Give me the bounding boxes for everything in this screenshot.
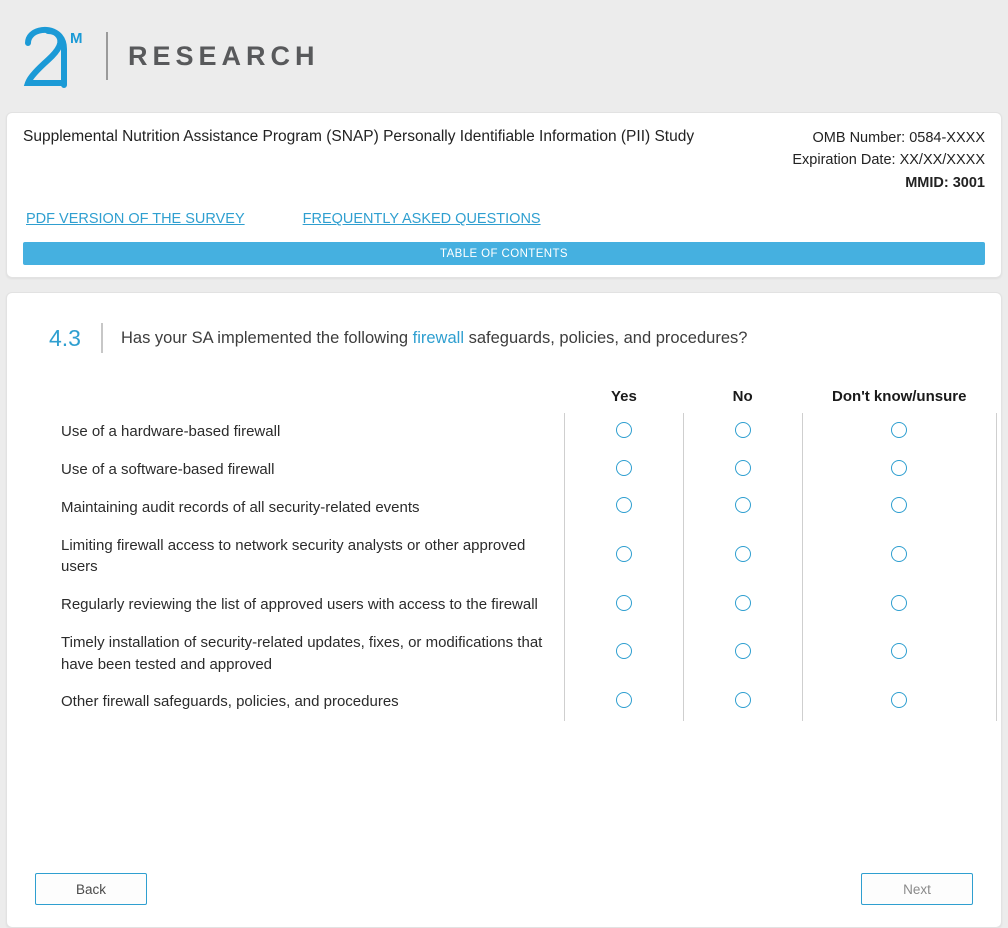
matrix-row-label: Regularly reviewing the list of approved users with access to the firewall (61, 596, 538, 614)
table-of-contents-button[interactable]: TABLE OF CONTENTS (23, 242, 985, 265)
question-text-after: safeguards, policies, and procedures? (464, 328, 748, 347)
matrix-row-label: Use of a software-based firewall (61, 461, 275, 479)
matrix-cell-dont-know[interactable] (802, 586, 997, 624)
matrix-cell-no[interactable] (683, 683, 802, 721)
radio-yes[interactable] (616, 422, 632, 438)
matrix-cell-yes[interactable] (565, 451, 684, 489)
matrix-cell-yes[interactable] (565, 489, 684, 527)
study-title: Supplemental Nutrition Assistance Program (SNAP) Personally Identifiable Information (PII) Study (23, 128, 695, 145)
table-row (61, 683, 997, 721)
matrix-cell-yes[interactable] (565, 586, 684, 624)
question-header (35, 323, 973, 353)
matrix-statement-header (61, 387, 565, 413)
radio-no[interactable] (735, 595, 751, 611)
matrix-cell-dont-know[interactable] (802, 413, 997, 451)
radio-yes[interactable] (616, 546, 632, 562)
matrix-cell-yes[interactable] (565, 683, 684, 721)
matrix-cell-no[interactable] (683, 586, 802, 624)
table-row (61, 586, 997, 624)
matrix-cell-yes[interactable] (565, 527, 684, 587)
matrix-cell-yes[interactable] (565, 413, 684, 451)
logo-icon (18, 23, 92, 89)
matrix-cell-dont-know[interactable] (802, 489, 997, 527)
matrix-cell-no[interactable] (683, 489, 802, 527)
radio-no[interactable] (735, 643, 751, 659)
expiration-date: Expiration Date: XX/XX/XXXX (792, 152, 985, 169)
matrix-cell-no[interactable] (683, 527, 802, 587)
matrix-column-yes: Yes (610, 388, 637, 406)
omb-number: OMB Number: 0584-XXXX (812, 130, 985, 146)
table-row (61, 624, 997, 684)
question-text (121, 329, 747, 348)
navigation-row (35, 873, 973, 905)
table-row (61, 527, 997, 587)
radio-no[interactable] (735, 692, 751, 708)
mmid: MMID: 3001 (905, 174, 985, 191)
matrix-column-no: No (732, 388, 753, 406)
header-links (23, 208, 985, 230)
matrix-row-label: Other firewall safeguards, policies, and procedures (61, 693, 399, 711)
matrix-cell-dont-know[interactable] (802, 683, 997, 721)
radio-dont-know[interactable] (891, 460, 907, 476)
radio-no[interactable] (735, 546, 751, 562)
radio-yes[interactable] (616, 643, 632, 659)
matrix-cell-dont-know[interactable] (802, 527, 997, 587)
matrix-cell-no[interactable] (683, 624, 802, 684)
radio-dont-know[interactable] (891, 643, 907, 659)
matrix-row-label: Maintaining audit records of all security-related events (61, 498, 420, 516)
question-text-before: Has your SA implemented the following (120, 328, 413, 347)
table-row (61, 413, 997, 451)
brand-wordmark: RESEARCH (128, 40, 320, 71)
radio-no[interactable] (735, 460, 751, 476)
matrix-cell-yes[interactable] (565, 624, 684, 684)
matrix-row-label: Timely installation of security-related updates, fixes, or modifications that have been tested and approved (61, 633, 543, 673)
logo-divider (106, 32, 108, 80)
radio-dont-know[interactable] (891, 422, 907, 438)
header-top-row (23, 127, 985, 194)
radio-yes[interactable] (616, 595, 632, 611)
radio-dont-know[interactable] (891, 692, 907, 708)
radio-yes[interactable] (616, 460, 632, 476)
matrix-row-label: Use of a hardware-based firewall (61, 423, 281, 441)
radio-dont-know[interactable] (891, 546, 907, 562)
matrix-column-dont-know: Don't know/unsure (832, 388, 967, 406)
matrix-cell-dont-know[interactable] (802, 624, 997, 684)
radio-no[interactable] (735, 497, 751, 513)
matrix-table (61, 387, 997, 721)
radio-no[interactable] (735, 422, 751, 438)
matrix-row-label: Limiting firewall access to network security analysts or other approved users (61, 536, 526, 576)
radio-yes[interactable] (616, 497, 632, 513)
omb-info (792, 127, 985, 194)
matrix-cell-dont-know[interactable] (802, 451, 997, 489)
question-number: 4.3 (49, 324, 81, 351)
radio-dont-know[interactable] (891, 497, 907, 513)
brand-header (0, 0, 1008, 112)
next-button[interactable]: Next (861, 873, 973, 905)
matrix-cell-no[interactable] (683, 413, 802, 451)
svg-text:M: M (70, 30, 83, 47)
response-matrix (35, 387, 973, 721)
radio-dont-know[interactable] (891, 595, 907, 611)
question-divider (101, 323, 103, 353)
back-button[interactable]: Back (35, 873, 147, 905)
radio-yes[interactable] (616, 692, 632, 708)
faq-link[interactable]: FREQUENTLY ASKED QUESTIONS (302, 211, 541, 228)
table-row (61, 489, 997, 527)
question-panel (6, 292, 1002, 928)
matrix-cell-no[interactable] (683, 451, 802, 489)
question-text-highlight: firewall (412, 328, 464, 347)
pdf-version-link[interactable]: PDF VERSION OF THE SURVEY (26, 211, 245, 228)
survey-header-panel (6, 112, 1002, 278)
matrix-header-row (61, 387, 997, 413)
table-row (61, 451, 997, 489)
